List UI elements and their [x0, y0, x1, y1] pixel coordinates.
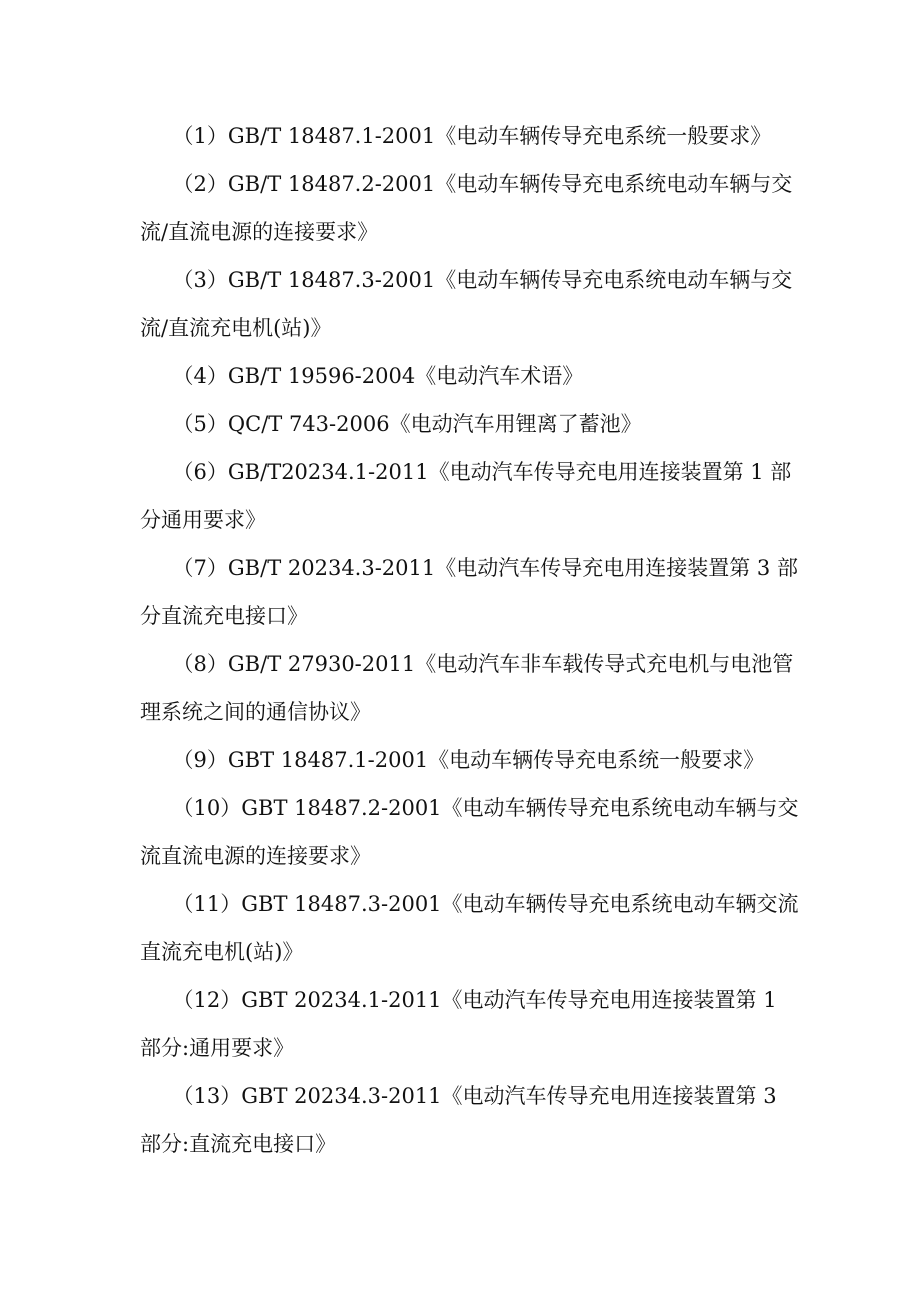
- reference-item-13: [140, 1072, 800, 1168]
- reference-item-3: [140, 256, 800, 352]
- reference-text: （3）GB/T 18487.3-2001《电动车辆传导充电系统电动车辆与交流: [140, 268, 793, 340]
- reference-text: （13）GBT 20234.3-2011《电动汽车传导充电用连接装置第 3 部分:: [140, 1084, 777, 1156]
- reference-text: （6）GB/T20234.1-2011《电动汽车传导充电用连接装置第 1 部分: [140, 460, 792, 532]
- reference-continuation: 直流充电接口》: [189, 1132, 337, 1156]
- reference-continuation: /直流电源的连接要求》: [161, 220, 379, 244]
- reference-continuation: 通用要求》: [189, 1036, 295, 1060]
- reference-text: （12）GBT 20234.1-2011《电动汽车传导充电用连接装置第 1 部分:: [140, 988, 777, 1060]
- reference-continuation: 系统之间的通信协议》: [161, 700, 371, 724]
- reference-item-7: [140, 544, 800, 640]
- reference-item-5: [140, 400, 800, 448]
- reference-text: （10）GBT 18487.2-2001《电动车辆传导充电系统电动车辆与交流: [140, 796, 799, 868]
- reference-item-11: [140, 880, 800, 976]
- reference-continuation: 通用要求》: [161, 508, 266, 532]
- reference-list: [140, 112, 800, 1168]
- reference-item-6: [140, 448, 800, 544]
- reference-item-1: [140, 112, 800, 160]
- reference-item-2: [140, 160, 800, 256]
- reference-text: （5）QC/T 743-2006《电动汽车用锂离了蓄池》: [172, 412, 642, 436]
- reference-text: （8）GB/T 27930-2011《电动汽车非车载传导式充电机与电池管理: [140, 652, 794, 724]
- reference-text: （1）GB/T 18487.1-2001《电动车辆传导充电系统一般要求》: [172, 124, 772, 148]
- reference-text: （9）GBT 18487.1-2001《电动车辆传导充电系统一般要求》: [172, 748, 765, 772]
- reference-continuation: /直流充电机(站)》: [161, 316, 332, 340]
- reference-text: （11）GBT 18487.3-2001《电动车辆传导充电系统电动车辆交流直: [140, 892, 799, 964]
- reference-text: （2）GB/T 18487.2-2001《电动车辆传导充电系统电动车辆与交流: [140, 172, 793, 244]
- reference-text: （7）GB/T 20234.3-2011《电动汽车传导充电用连接装置第 3 部分: [140, 556, 798, 628]
- reference-item-10: [140, 784, 800, 880]
- reference-item-9: [140, 736, 800, 784]
- reference-item-8: [140, 640, 800, 736]
- reference-continuation: 直流电源的连接要求》: [161, 844, 371, 868]
- reference-continuation: 直流充电接口》: [161, 604, 308, 628]
- reference-continuation: 流充电机(站)》: [161, 940, 304, 964]
- reference-item-12: [140, 976, 800, 1072]
- reference-text: （4）GB/T 19596-2004《电动汽车术语》: [172, 364, 584, 388]
- reference-item-4: [140, 352, 800, 400]
